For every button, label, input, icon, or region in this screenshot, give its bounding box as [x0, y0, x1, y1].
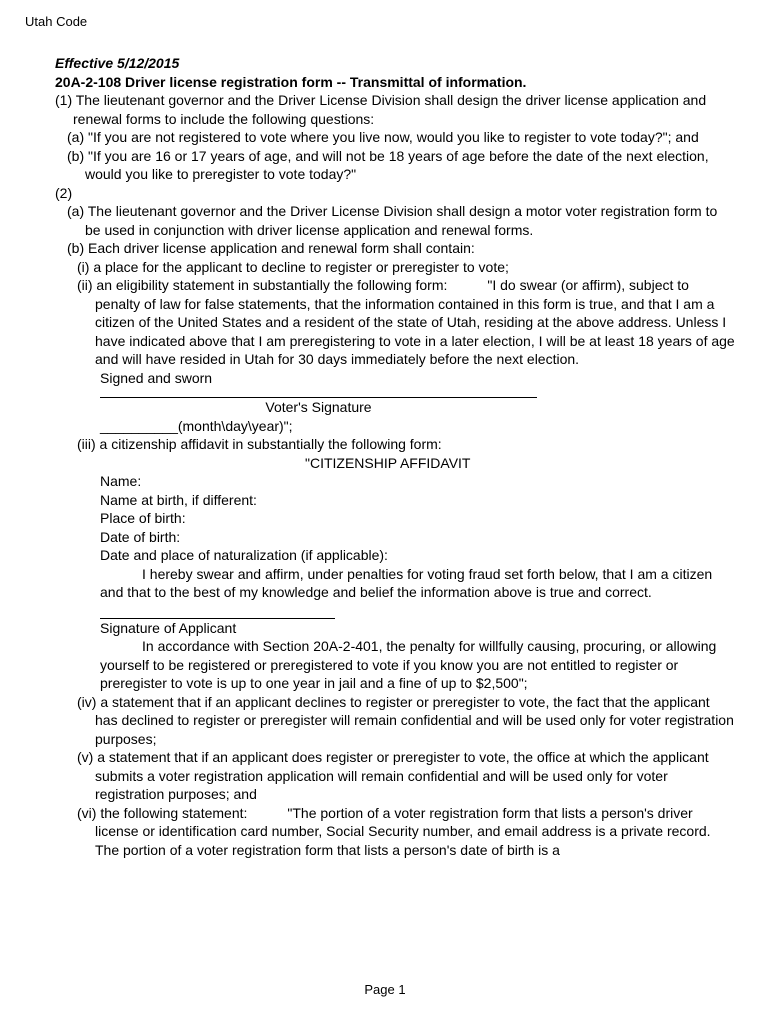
- field-birth-name: Name at birth, if different:: [100, 491, 257, 508]
- subsection-1: (1) The lieutenant governor and the Driver License Division shall design the driver license application and renewal forms to include the following questions:: [55, 92, 707, 127]
- penalty-statement: In accordance with Section 20A-2-401, the penalty for willfully causing, procuring, or allowing yourself to be registered or preregistered to vote if you know you are not entitled to register or preregister to vote is up to one year in jail and a fine of up to $2,500";: [100, 638, 717, 691]
- affidavit-title: "CITIZENSHIP AFFIDAVIT: [305, 454, 471, 471]
- running-header: Utah Code: [25, 14, 88, 29]
- item-2b-i: (i) a place for the applicant to decline to register or preregister to vote;: [77, 258, 509, 275]
- item-2b-iii: (iii) a citizenship affidavit in substantially the following form:: [77, 436, 442, 452]
- subsection-2a: (a) The lieutenant governor and the Driver License Division shall design a motor voter registration form to be used in conjunction with driver license application and renewal forms.: [67, 203, 718, 238]
- subsection-2: (2): [55, 184, 73, 201]
- subsection-1a: (a) "If you are not registered to vote where you live now, would you like to register to vote today?"; and: [67, 129, 699, 145]
- item-2b-vi: [77, 804, 735, 860]
- item-2b-v: (v) a statement that if an applicant does register or preregister to vote, the office at which the applicant submits a voter registration application will remain confidential and will be used only for voter registration purposes; and: [77, 749, 709, 802]
- item-2b-ii-lead: (ii) an eligibility statement in substantially the following form:: [77, 277, 448, 293]
- signed-and-sworn: Signed and sworn: [100, 369, 213, 386]
- citizenship-affidavit: [100, 454, 735, 693]
- eligibility-statement: "I do swear (or affirm), subject to penalty of law for false statements, that the information contained in this form is true, and that I am a citizen of the United States and a resident of the state of Utah, residing at the above address. Unless I have indicated above that I am preregistering to vote in a later election, I will be at least 18 years of age and will have resided in Utah for 30 days immediately before the next election.: [95, 277, 735, 367]
- swear-statement: I hereby swear and affirm, under penalties for voting fraud set forth below, that I am a citizen and that to the best of my knowledge and belief the information above is true and correct.: [100, 565, 713, 600]
- effective-date: Effective 5/12/2015: [55, 55, 180, 71]
- item-2b-iv: (iv) a statement that if an applicant declines to register or preregister to vote, the fact that the applicant has declined to register or preregister will remain confidential and will be used only for voter registration purposes;: [77, 693, 734, 747]
- date-line: __________(month\day\year)";: [100, 417, 293, 434]
- voter-signature-label: Voter's Signature: [265, 399, 372, 415]
- eligibility-signature-block: [100, 369, 735, 436]
- section-title: 20A-2-108 Driver license registration form -- Transmittal of information.: [55, 73, 527, 90]
- privacy-statement: "The portion of a voter registration form that lists a person's driver license or identification card number, Social Security number, and email address is a private record. The portion of a voter registration form that lists a person's date of birth is a: [95, 804, 711, 858]
- voter-signature-line: [100, 387, 537, 398]
- item-2b-ii: [77, 276, 735, 369]
- subsection-2b: (b) Each driver license application and renewal form shall contain:: [67, 240, 475, 256]
- statute-text: [55, 54, 735, 859]
- field-date-of-birth: Date of birth:: [100, 528, 181, 545]
- page-number: Page 1: [364, 982, 406, 997]
- field-naturalization: Date and place of naturalization (if applicable):: [100, 547, 388, 563]
- subsection-1b: (b) "If you are 16 or 17 years of age, and will not be 18 years of age before the date of the next election, would you like to preregister to vote today?": [67, 147, 709, 182]
- field-name: Name:: [100, 473, 142, 489]
- field-place-of-birth: Place of birth:: [100, 510, 186, 526]
- item-2b-vi-lead: (vi) the following statement:: [77, 804, 248, 821]
- applicant-signature-line: [100, 608, 335, 619]
- applicant-signature-label: Signature of Applicant: [100, 619, 237, 636]
